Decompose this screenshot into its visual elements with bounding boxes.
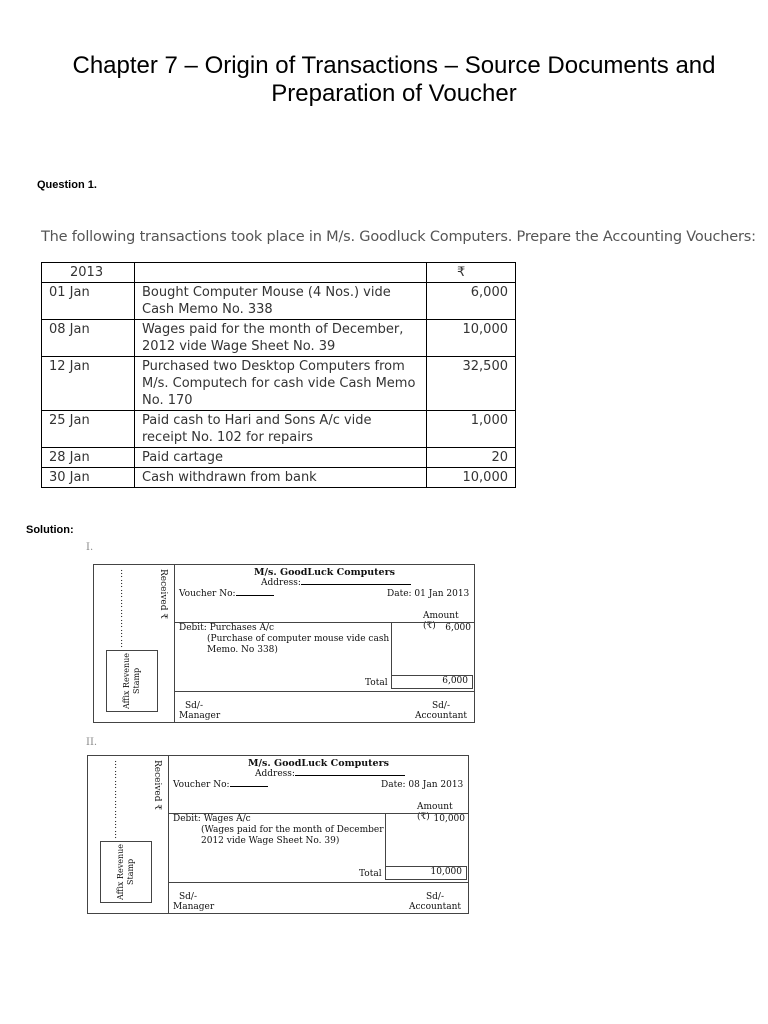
accountant-label: Accountant xyxy=(409,902,461,912)
accountant-signature xyxy=(409,892,461,912)
desc-cell: Cash withdrawn from bank xyxy=(135,468,427,488)
received-dots: …………………… xyxy=(118,569,128,649)
solution-label: Solution: xyxy=(26,524,74,536)
address-label: Address: xyxy=(255,769,295,779)
page-title xyxy=(20,52,768,108)
debit-entry xyxy=(173,814,384,847)
voucher-body xyxy=(174,565,474,722)
revenue-stamp-text: Affix Revenue Stamp xyxy=(122,653,141,709)
title-line-1: Chapter 7 – Origin of Transactions – Source Documents and xyxy=(72,52,716,79)
voucher-no-blank xyxy=(236,595,274,596)
total-label: Total xyxy=(365,678,388,688)
voucher-numeral: I. xyxy=(86,542,94,553)
amount-cell: 1,000 xyxy=(427,411,516,448)
address-blank xyxy=(301,584,411,585)
amount-column-divider xyxy=(385,813,386,868)
amount-cell: 20 xyxy=(427,448,516,468)
manager-signature xyxy=(179,701,221,721)
question-label: Question 1. xyxy=(37,179,97,191)
table-row xyxy=(42,468,516,488)
date-cell: 28 Jan xyxy=(42,448,135,468)
question-intro: The following transactions took place in M/s. Goodluck Computers. Prepare the Accounting Vouchers: xyxy=(41,229,756,245)
revenue-stamp-box xyxy=(106,650,158,712)
amount-header: Amount (₹) xyxy=(417,802,453,822)
debit-narration-1: (Wages paid for the month of December xyxy=(201,825,384,835)
table-row xyxy=(42,283,516,320)
debit-entry xyxy=(179,623,389,656)
voucher-no-label: Voucher No: xyxy=(179,589,236,599)
amount-cell: 10,000 xyxy=(427,320,516,357)
debit-amount: 6,000 xyxy=(445,623,471,633)
header-desc-cell xyxy=(135,263,427,283)
debit-amount: 10,000 xyxy=(433,814,465,824)
row-divider xyxy=(169,882,468,883)
date-cell: 12 Jan xyxy=(42,357,135,411)
address-field xyxy=(255,769,405,779)
received-dots: …………………… xyxy=(112,760,122,840)
amount-cell: 10,000 xyxy=(427,468,516,488)
address-label: Address: xyxy=(261,578,301,588)
date-cell: 25 Jan xyxy=(42,411,135,448)
amount-cell: 32,500 xyxy=(427,357,516,411)
revenue-stamp-box xyxy=(100,841,152,903)
sd-accountant: Sd/- xyxy=(432,701,450,711)
voucher-2 xyxy=(87,755,469,914)
voucher-date: Date: 08 Jan 2013 xyxy=(381,780,464,790)
date-cell: 08 Jan xyxy=(42,320,135,357)
date-cell: 30 Jan xyxy=(42,468,135,488)
debit-narration-1: (Purchase of computer mouse vide cash xyxy=(207,634,390,644)
debit-account: Debit: Purchases A/c xyxy=(179,623,275,633)
transactions-table xyxy=(41,262,516,488)
voucher-no-label: Voucher No: xyxy=(173,780,230,790)
desc-cell: Paid cartage xyxy=(135,448,427,468)
voucher-numeral: II. xyxy=(86,737,98,748)
sd-manager: Sd/- xyxy=(185,701,203,711)
desc-cell: Purchased two Desktop Computers from M/s. Computech for cash vide Cash Memo No. 170 xyxy=(135,357,427,411)
voucher-no-field xyxy=(179,589,274,599)
voucher-no-field xyxy=(173,780,268,790)
table-row xyxy=(42,320,516,357)
accountant-label: Accountant xyxy=(415,711,467,721)
debit-account: Debit: Wages A/c xyxy=(173,814,251,824)
total-label: Total xyxy=(359,869,382,879)
voucher-1 xyxy=(93,564,475,723)
sd-manager: Sd/- xyxy=(179,892,197,902)
company-name: M/s. GoodLuck Computers xyxy=(248,758,389,769)
currency-cell: ₹ xyxy=(427,263,516,283)
desc-cell: Paid cash to Hari and Sons A/c vide receipt No. 102 for repairs xyxy=(135,411,427,448)
manager-signature xyxy=(173,892,215,912)
table-row xyxy=(42,448,516,468)
desc-cell: Bought Computer Mouse (4 Nos.) vide Cash Memo No. 338 xyxy=(135,283,427,320)
year-cell: 2013 xyxy=(42,263,135,283)
voucher-no-blank xyxy=(230,786,268,787)
voucher-body xyxy=(168,756,468,913)
date-cell: 01 Jan xyxy=(42,283,135,320)
address-field xyxy=(261,578,411,588)
table-row xyxy=(42,357,516,411)
revenue-stamp-text: Affix Revenue Stamp xyxy=(116,844,135,900)
title-line-2: Preparation of Voucher xyxy=(271,80,517,107)
address-blank xyxy=(295,775,405,776)
debit-narration-2: 2012 vide Wage Sheet No. 39) xyxy=(201,836,340,846)
debit-narration-2: Memo. No 338) xyxy=(207,645,278,655)
amount-header: Amount (₹) xyxy=(423,611,459,631)
received-label: Received ₹ xyxy=(152,760,162,811)
amount-cell: 6,000 xyxy=(427,283,516,320)
total-amount: 10,000 xyxy=(385,866,467,880)
amount-column-divider xyxy=(391,622,392,677)
manager-label: Manager xyxy=(179,711,221,721)
table-header-row xyxy=(42,263,516,283)
company-name: M/s. GoodLuck Computers xyxy=(254,567,395,578)
voucher-date: Date: 01 Jan 2013 xyxy=(387,589,470,599)
row-divider xyxy=(175,691,474,692)
accountant-signature xyxy=(415,701,467,721)
total-amount: 6,000 xyxy=(391,675,473,689)
manager-label: Manager xyxy=(173,902,215,912)
received-label: Received ₹ xyxy=(158,569,168,620)
table-row xyxy=(42,411,516,448)
desc-cell: Wages paid for the month of December, 2012 vide Wage Sheet No. 39 xyxy=(135,320,427,357)
sd-accountant: Sd/- xyxy=(426,892,444,902)
